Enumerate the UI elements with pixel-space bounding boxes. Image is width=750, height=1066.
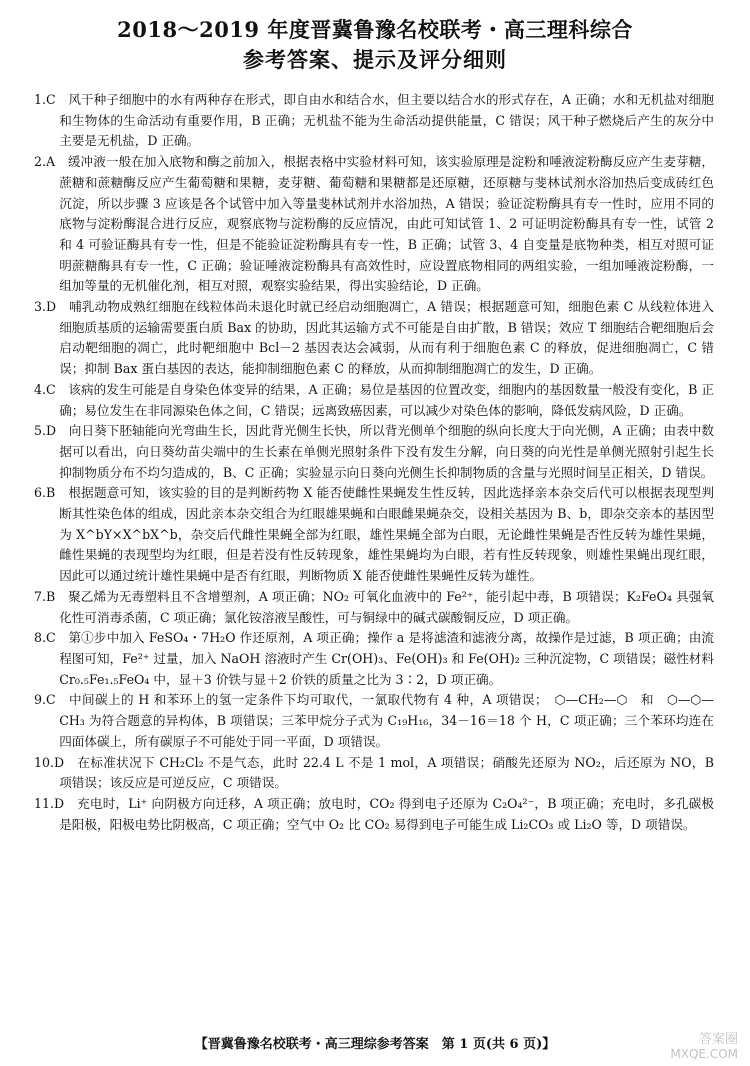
page-subtitle: 参考答案、提示及评分细则 (243, 47, 507, 72)
answer-item-8: 8.C 第①步中加入 FeSO₄・7H₂O 作还原剂，A 项正确；操作 a 是将滤渣和滤液分离，故操作是过滤，B 项正确；由流程图可知，Fe²⁺ 过量，加入 NaOH 溶液时产生 Cr(OH)₃、Fe(OH)₃ 和 Fe(OH)₂ 三种沉淀物，C 项错误；磁性材料 Cr₀.₅Fe₁.₅FeO₄ 中，显＋3 价铁与显＋2 价铁的质量之比为 3∶2，D 项正确。 (34, 630, 714, 687)
answer-item-2: 2.A 缓冲液一般在加入底物和酶之前加入，根据表格中实验材料可知，该实验原理是淀粉和唾液淀粉酶反应产生麦芽糖，蔗糖和蔗糖酶反应产生葡萄糖和果糖，麦芽糖、葡萄糖和果糖都是还原糖，还原糖与斐林试剂水浴加热后变成砖红色沉淀，所以步骤 3 应该是各个试管中加入等量斐林试剂并水浴加热，A 错误；验证淀粉酶具有专一性时，应用不同的底物与淀粉酶混合进行反应，观察底物与淀粉酶的反应情况，由此可知试管 1、2 可证明淀粉酶具有专一性，试管 2 和 4 可验证酶具有专一性，但是不能验证淀粉酶具有专一性，B 正确；试管 3、4 自变量是底物种类，相互对照可证明蔗糖酶具有专一性，C 正确；验证唾液淀粉酶具有高效性时，应设置底物相同的两组实验，一组加唾液淀粉酶，一组加等量的无机催化剂，相互对照，观察实验结果，得出实验结论，D 正确。 (34, 154, 714, 294)
answer-item-11: 11.D 充电时，Li⁺ 向阴极方向迁移，A 项正确；放电时，CO₂ 得到电子还原为 C₂O₄²⁻，B 项正确；充电时，多孔碳极是阳极，阳极电势比阴极高，C 项正确；空气中 O₂ 比 CO₂ 易得到电子可能生成 Li₂CO₃ 或 Li₂O 等，D 项错误。 (34, 795, 714, 832)
answer-item-5: 5.D 向日葵下胚轴能向光弯曲生长，因此背光侧生长快，所以背光侧单个细胞的纵向长度大于向光侧，A 正确；由表中数据可以看出，向日葵幼苗尖端中的生长素在单侧光照射条件下没有发生分解，向日葵的向光性是单侧光照射引起生长抑制物质分布不均匀造成的，B、C 正确；实验显示向日葵向光侧生长抑制物质的含量与光照时间呈正相关，D 错误。 (34, 423, 714, 480)
answer-item-1: 1.C 风干种子细胞中的水有两种存在形式，即自由水和结合水，但主要以结合水的形式存在，A 正确；水和无机盐对细胞和生物体的生命活动有重要作用，B 正确；无机盐不能为生命活动提供能量，C 错误；风干种子燃烧后产生的灰分中主要是无机盐，D 正确。 (34, 92, 714, 149)
page-footer: 【晋冀鲁豫名校联考・高三理综参考答案 第 1 页(共 6 页)】 (194, 1037, 556, 1052)
site-watermark (670, 1032, 738, 1062)
answer-item-6: 6.B 根据题意可知，该实验的目的是判断药物 X 能否使雌性果蝇发生性反转，因此选择亲本杂交后代可以根据表现型判断其性染色体的组成，因此亲本杂交组合为红眼雄果蝇和白眼雌果蝇杂交，设相关基因为 B、b，即杂交亲本的基因型为 X^bY×X^bX^b，杂交后代雌性果蝇全部为红眼，雄性果蝇全部为白眼，无论雌性果蝇是否性反转为雄性果蝇，雌性果蝇的表现型均为红眼，但是若没有性反转现象，雄性果蝇均为白眼，若有性反转现象，则雄性果蝇出现红眼，因此可以通过统计雄性果蝇中是否有红眼，判断物质 X 能否使雌性果蝇性反转为雄性。 (34, 485, 714, 584)
watermark-line-1: 答案圈 (698, 1032, 738, 1047)
page-title: 2018～2019 年度晋冀鲁豫名校联考・高三理科综合 (117, 17, 633, 42)
answer-item-7: 7.B 聚乙烯为无毒塑料且不含增塑剂，A 项正确；NO₂ 可氧化血液中的 Fe²⁺，能引起中毒，B 项错误；K₂FeO₄ 具强氧化性可消毒杀菌，C 项正确；氯化铵溶液呈酸性，可与铜绿中的碱式碳酸铜反应，D 项正确。 (34, 588, 714, 625)
answer-item-9: 9.C 中间碳上的 H 和苯环上的氢一定条件下均可取代，一氯取代物有 4 种，A 项错误； ⬡—CH₂—⬡ 和 ⬡—⬡—CH₃ 为符合题意的异构体，B 项错误；三苯甲烷分子式为 C₁₉H₁₆，34－16＝18 个 H，C 项正确；三个苯环均连在四面体碳上，所有碳原子不可能处于同一平面，D 项错误。 (34, 692, 714, 749)
answer-item-3: 3.D 哺乳动物成熟红细胞在线粒体尚未退化时就已经启动细胞凋亡，A 错误；根据题意可知，细胞色素 C 从线粒体进入细胞质基质的运输需要蛋白质 Bax 的协助，因此其运输方式不可能是自由扩散，B 错误；效应 T 细胞结合靶细胞后会启动靶细胞的凋亡，此时靶细胞中 Bcl－2 基因表达会减弱，从而有利于细胞色素 C 的释放，促进细胞凋亡，C 错误；抑制 Bax 蛋白基因的表达，能抑制细胞色素 C 的释放，从而抑制细胞凋亡的发生，D 正确。 (34, 299, 714, 377)
watermark-line-2: MXQE.COM (670, 1047, 738, 1061)
answer-item-10: 10.D 在标准状况下 CH₂Cl₂ 不是气态，此时 22.4 L 不是 1 mol，A 项错误；硝酸先还原为 NO₂，后还原为 NO，B 项错误；该反应是可逆反应，C 项错误。 (34, 754, 714, 791)
answer-item-4: 4.C 该病的发生可能是自身染色体变异的结果，A 正确；易位是基因的位置改变，细胞内的基因数量一般没有变化，B 正确；易位发生在非同源染色体之间，C 错误；远离致癌因素，可以减少对染色体的影响，降低发病风险，D 正确。 (34, 381, 714, 418)
answer-list (34, 90, 714, 835)
